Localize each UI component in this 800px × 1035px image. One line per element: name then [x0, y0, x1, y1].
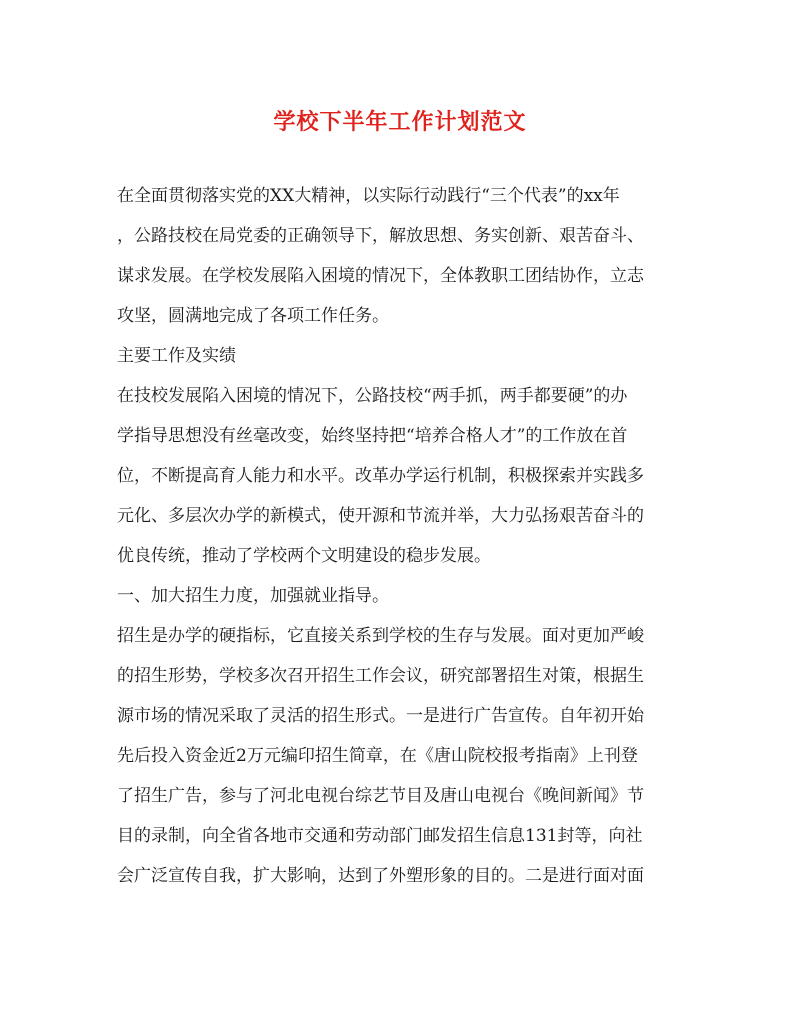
document-body — [117, 176, 687, 896]
body-line: 位，不断提高育人能力和水平。改革办学运行机制，积极探索并实践多 — [117, 466, 644, 486]
body-line: 元化、多层次办学的新模式，使开源和节流并举，大力弘扬艰苦奋斗的 — [117, 506, 644, 526]
body-line: 的招生形势，学校多次召开招生工作会议，研究部署招生对策，根据生 — [117, 666, 644, 686]
body-line: 学指导思想没有丝毫改变，始终坚持把“培养合格人才”的工作放在首 — [117, 426, 628, 446]
body-line: 先后投入资金近2万元编印招生简章，在《唐山院校报考指南》上刊登 — [117, 746, 638, 766]
body-line: 攻坚，圆满地完成了各项工作任务。 — [117, 306, 389, 326]
section-heading: 一、加大招生力度，加强就业指导。 — [117, 586, 389, 606]
section-heading: 主要工作及实绩 — [117, 346, 236, 366]
body-line: ，公路技校在局党委的正确领导下，解放思想、务实创新、艰苦奋斗、 — [117, 226, 644, 246]
body-line: 会广泛宣传自我，扩大影响，达到了外塑形象的目的。二是进行面对面 — [117, 866, 644, 886]
document-title: 学校下半年工作计划范文 — [273, 109, 527, 135]
body-line: 源市场的情况采取了灵活的招生形式。一是进行广告宣传。自年初开始 — [117, 706, 644, 726]
body-line: 了招生广告，参与了河北电视台综艺节目及唐山电视台《晚间新闻》节 — [117, 786, 644, 806]
body-line: 优良传统，推动了学校两个文明建设的稳步发展。 — [117, 546, 491, 566]
body-line: 目的录制，向全省各地市交通和劳动部门邮发招生信息131封等，向社 — [117, 826, 643, 846]
body-line: 在技校发展陷入困境的情况下，公路技校“两手抓，两手都要硬”的办 — [117, 386, 628, 406]
body-line: 招生是办学的硬指标，它直接关系到学校的生存与发展。面对更加严峻 — [117, 626, 644, 646]
body-line: 在全面贯彻落实党的XX大精神，以实际行动践行“三个代表”的xx年 — [117, 186, 620, 206]
body-line: 谋求发展。在学校发展陷入困境的情况下，全体教职工团结协作，立志 — [117, 266, 644, 286]
